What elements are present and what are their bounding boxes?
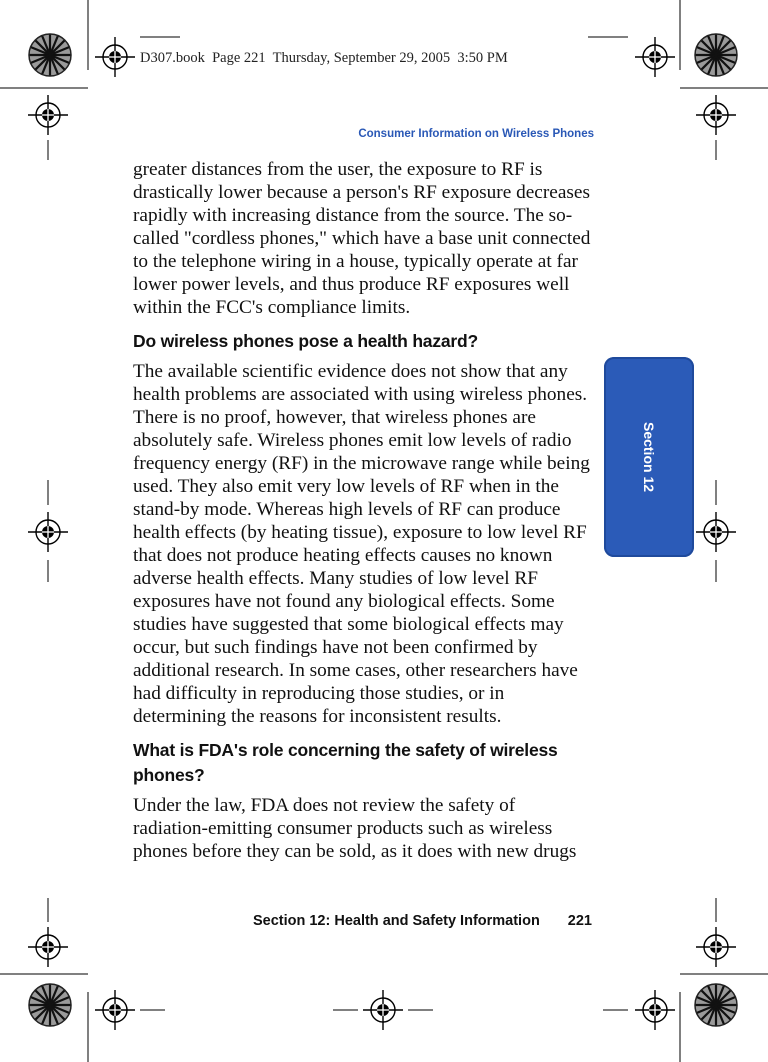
page-number: 221: [567, 913, 592, 929]
color-wheel-mark-icon: [29, 34, 71, 76]
paragraph: greater distances from the user, the exposure to RF is drastically lower because a person's RF exposure decreases rapidly with increasing distance from the source. The so-called "cordless phones," which have a base unit connected to the telephone wiring in a house, typically operate at far lower power levels, and thus produce RF exposures well within the FCC's compliance limits.: [133, 159, 591, 318]
registration-mark-icon: [95, 37, 135, 77]
page-footer: [253, 913, 592, 929]
registration-mark-icon: [635, 37, 675, 77]
running-header: Consumer Information on Wireless Phones: [358, 128, 594, 140]
paragraph: The available scientific evidence does not show that any health problems are associated with using wireless phones. There is no proof, however, that wireless phones are absolutely safe. Wireless phones emit low levels of radio frequency energy (RF) in the microwave range while being used. They also emit very low levels of RF when in the stand-by mode. Whereas high levels of RF can produce health effects (by heating tissue), exposure to low level RF that does not produce heating effects causes no known adverse health effects. Many studies of low level RF exposures have not found any biological effects. Some studies have suggested that some biological effects may occur, but such findings have not been confirmed by additional research. In some cases, other researchers have had difficulty in reproducing those studies, or in determining the reasons for inconsistent results.: [133, 361, 590, 727]
registration-mark-icon: [696, 927, 736, 967]
paragraph: Under the law, FDA does not review the safety of radiation-emitting consumer products such as wireless phones before they can be sold, as it does with new drugs: [133, 795, 577, 862]
footer-section-title: Section 12: Health and Safety Information: [252, 913, 540, 929]
registration-mark-icon: [363, 990, 403, 1030]
color-wheel-mark-icon: [695, 34, 737, 76]
section-tab: [604, 357, 694, 557]
color-wheel-mark-icon: [695, 984, 737, 1026]
print-info-line: D307.book Page 221 Thursday, September 29, 2005 3:50 PM: [140, 50, 508, 66]
registration-mark-icon: [635, 990, 675, 1030]
registration-mark-icon: [95, 990, 135, 1030]
registration-mark-icon: [28, 927, 68, 967]
registration-mark-icon: [696, 512, 736, 552]
registration-mark-icon: [696, 95, 736, 135]
page-body: [133, 158, 593, 873]
section-heading: Do wireless phones pose a health hazard?: [133, 331, 479, 351]
color-wheel-mark-icon: [29, 984, 71, 1026]
section-heading: What is FDA's role concerning the safety of wireless phones?: [133, 740, 558, 785]
registration-mark-icon: [28, 512, 68, 552]
section-tab-label: Section 12: [641, 421, 657, 493]
registration-mark-icon: [28, 95, 68, 135]
